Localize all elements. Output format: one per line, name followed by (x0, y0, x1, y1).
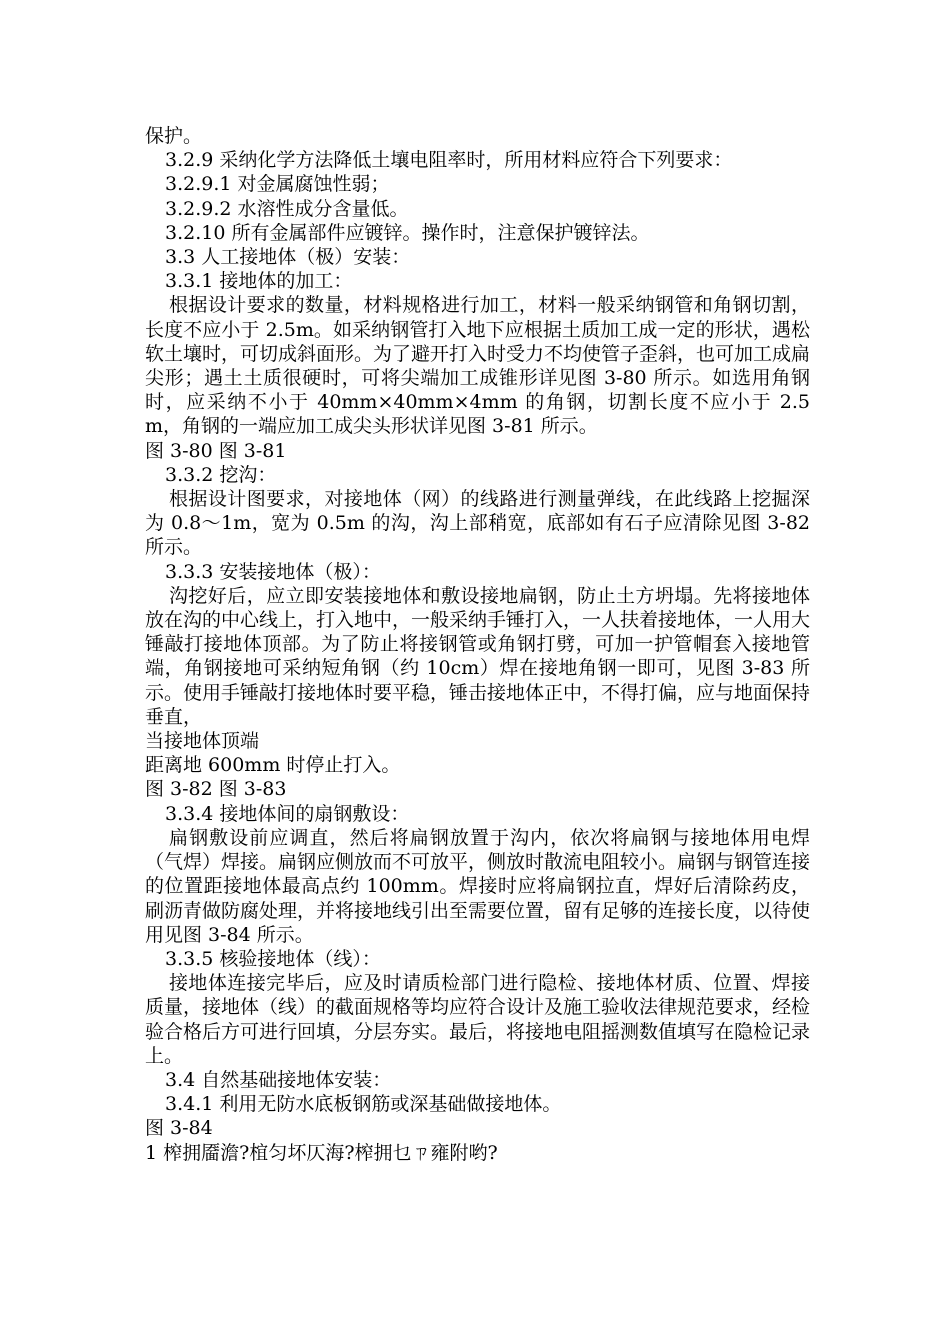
body-paragraph: 沟挖好后，应立即安装接地体和敷设接地扁钢，防止土方坍塌。先将接地体放在沟的中心线上，打入地中，一般采纳手锤打入，一人扶着接地体，一人用大锤敲打接地体顶部。为了防止将接钢管或角钢打劈，可加一护管帽套入接地管端，角钢接地可采纳短角钢（约 10cm）焊在接地角钢一即可，见图 3-83 所示。使用手锤敲打接地体时要平稳，锤击接地体正中，不得打偏，应与地面保持垂直， (145, 584, 811, 728)
section-heading: 3.3 人工接地体（极）安装： (165, 246, 411, 269)
section-heading: 3.3.5 核验接地体（线）： (165, 947, 381, 970)
section-heading: 3.3.2 挖沟： (165, 463, 277, 486)
text-line: 保护。 (145, 125, 203, 147)
section-heading: 3.2.9 采纳化学方法降低土壤电阻率时，所用材料应符合下列要求： (165, 149, 733, 172)
section-heading: 3.3.3 安装接地体（极）： (165, 560, 381, 583)
text-line: 1 榨拥靥澹?椬匀坏仄海?榨拥乜ㄗ雍附哟? (145, 1141, 498, 1164)
section-heading: 3.3.1 接地体的加工： (165, 270, 353, 293)
text-line: 图 3-82 图 3-83 (145, 778, 287, 801)
body-paragraph: 扁钢敷设前应调直，然后将扁钢放置于沟内，依次将扁钢与接地体用电焊（气焊）焊接。扁钢应侧放而不可放平，侧放时散流电阻较小。扁钢与钢管连接的位置距接地体最高点约 100mm。焊接时应将扁钢拉直，焊好后清除药皮，刷沥青做防腐处理，并将接地线引出至需要位置，留有足够的连接长度，以待使用见图 3-84 所示。 (145, 826, 811, 946)
body-paragraph: 根据设计要求的数量，材料规格进行加工，材料一般采纳钢管和角钢切割，长度不应小于 2.5m。如采纳钢管打入地下应根据土质加工成一定的形状，遇松软土壤时，可切成斜面形。为了避开打入时受力不均使管子歪斜，也可加工成扁尖形；遇土土质很硬时，可将尖端加工成锥形详见图 3-80 所示。如选用角钢时，应采纳不小于 40mm×40mm×4mm 的角钢，切割长度不应小于 2.5m，角钢的一端应加工成尖头形状详见图 3-81 所示。 (145, 294, 811, 438)
text-line: 图 3-84 (145, 1117, 213, 1140)
section-heading: 3.2.10 所有金属部件应镀锌。操作时，注意保护镀锌法。 (165, 221, 650, 244)
body-paragraph: 根据设计图要求，对接地体（网）的线路进行测量弹线，在此线路上挖掘深为 0.8～1m，宽为 0.5m 的沟，沟上部稍宽，底部如有石子应清除见图 3-82 所示。 (145, 488, 810, 559)
body-paragraph: 接地体连接完毕后，应及时请质检部门进行隐检、接地体材质、位置、焊接质量，接地体（线）的截面规格等均应符合设计及施工验收法律规范要求，经检验合格后方可进行回填，分层夯实。最后，将接地电阻摇测数值填写在隐检记录上。 (145, 972, 811, 1067)
text-line: 图 3-80 图 3-81 (145, 439, 287, 462)
text-line: 当接地体顶端 (145, 730, 260, 753)
section-heading: 3.4 自然基础接地体安装： (165, 1068, 392, 1091)
section-heading: 3.2.9.1 对金属腐蚀性弱； (165, 173, 390, 196)
document-body (145, 124, 810, 1165)
section-heading: 3.4.1 利用无防水底板钢筋或深基础做接地体。 (165, 1093, 562, 1116)
section-heading: 3.2.9.2 水溶性成分含量低。 (165, 197, 409, 220)
text-line: 距离地 600mm 时停止打入。 (145, 754, 401, 777)
section-heading: 3.3.4 接地体间的扇钢敷设： (165, 802, 410, 825)
